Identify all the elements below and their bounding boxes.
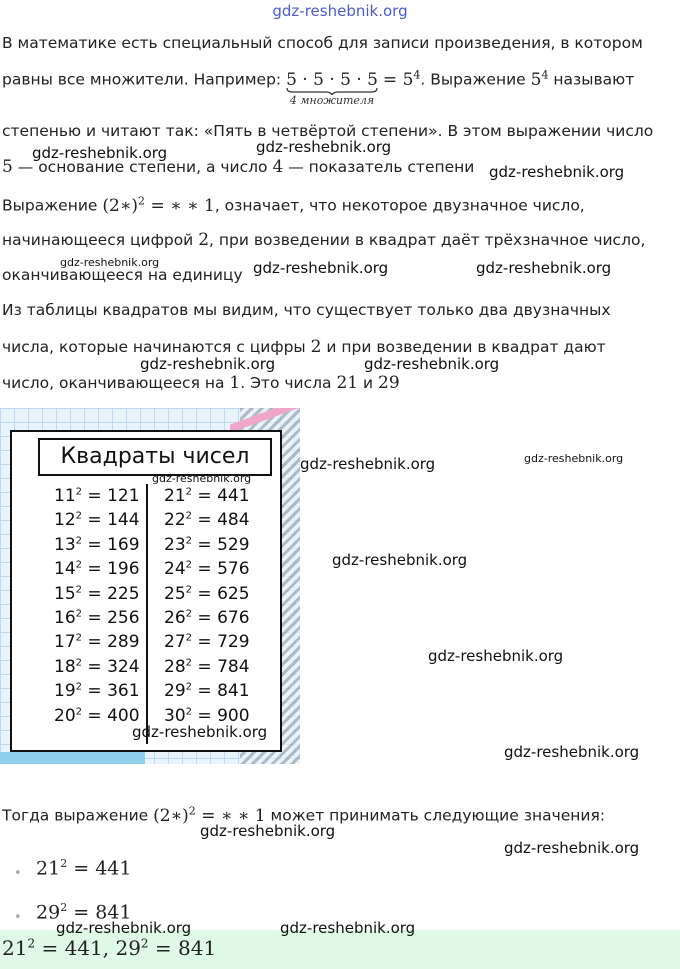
math-number: 4 [272, 157, 284, 177]
text-line [2, 230, 645, 250]
watermark: gdz-reshebnik.org [152, 472, 252, 485]
text-fragment: . Выражение [420, 70, 526, 89]
watermark: gdz-reshebnik.org [200, 822, 336, 840]
site-link[interactable]: gdz-reshebnik.org [272, 2, 408, 20]
text-fragment: , при возведении в квадрат даёт трёхзначное число, [209, 231, 646, 249]
watermark: gdz-reshebnik.org [489, 163, 625, 181]
watermark: gdz-reshebnik.org [428, 647, 564, 665]
brace-label: 4 множителя [289, 93, 375, 107]
square-row: $20^2 = 400$ [54, 705, 140, 726]
watermark: gdz-reshebnik.org [60, 256, 160, 269]
text-line: оканчивающееся на единицу [2, 266, 243, 284]
math-number: 5 [2, 157, 13, 177]
square-row: $14^2 = 196$ [54, 559, 140, 580]
math-number: 2 [310, 337, 322, 357]
math-product: 5 · 5 · 5 · 5 [286, 69, 378, 90]
table-title: Квадраты чисел [38, 438, 272, 476]
watermark: gdz-reshebnik.org [56, 919, 192, 937]
text-fragment: , означает, что некоторое двузначное число, [214, 196, 585, 215]
text-line [2, 337, 606, 357]
square-row: $15^2 = 225$ [54, 583, 140, 604]
text-line [2, 194, 585, 216]
text-line: степенью и читают так: «Пять в четвёртой степени». В этом выражении число [2, 122, 654, 140]
text-fragment: числа, которые начинаются с цифры [2, 338, 306, 356]
square-row: $21^2 = 441$ [164, 486, 250, 506]
text-fragment: . Это числа [240, 374, 332, 392]
square-row: $12^2 = 144$ [54, 510, 140, 531]
square-row: $27^2 = 729$ [164, 632, 250, 653]
watermark: gdz-reshebnik.org [140, 355, 276, 373]
square-row: $23^2 = 529$ [164, 534, 250, 555]
text-fragment: Тогда выражение [2, 806, 149, 825]
square-row: $19^2 = 361$ [54, 681, 140, 702]
text-line: В математике есть специальный способ для записи произведения, в котором [2, 34, 643, 52]
watermark: gdz-reshebnik.org [132, 723, 268, 741]
square-row: $17^2 = 289$ [54, 632, 140, 653]
square-row: $29^2 = 841$ [164, 681, 250, 702]
math-number: 21 [336, 373, 359, 393]
column-divider [146, 484, 148, 744]
watermark: gdz-reshebnik.org [256, 138, 392, 156]
square-row: $11^2 = 121$ [54, 486, 140, 506]
bullet-icon: • [14, 866, 22, 881]
text-fragment: называют [553, 70, 635, 89]
math-number: 2 [198, 230, 210, 250]
text-fragment: Выражение [2, 196, 98, 215]
square-row: $18^2 = 324$ [54, 656, 140, 677]
bullet-icon: • [14, 910, 22, 925]
math-number: 29 [378, 373, 400, 393]
math-expression: (2∗)$^2$ = ∗ ∗ 1 [153, 804, 266, 826]
decor-band [0, 752, 145, 764]
square-row: $28^2 = 784$ [164, 656, 250, 677]
squares-table-image [0, 408, 300, 764]
watermark: gdz-reshebnik.org [364, 355, 500, 373]
text-fragment: число, оканчивающееся на [2, 374, 225, 392]
text-fragment: может принимать следующие значения: [270, 806, 606, 825]
watermark: gdz-reshebnik.org [332, 551, 468, 569]
square-row: $24^2 = 576$ [164, 559, 250, 580]
square-row: $25^2 = 625$ [164, 583, 250, 604]
math-power: $5^4$ [530, 68, 549, 90]
text-fragment: и при возведении в квадрат дают [326, 338, 606, 356]
watermark: gdz-reshebnik.org [476, 259, 612, 277]
square-row: $30^2 = 900$ [164, 705, 250, 726]
text-line [2, 373, 400, 393]
text-fragment: — основание степени, а число [17, 158, 268, 176]
text-fragment: начинающееся цифрой [2, 231, 194, 249]
math-expression: (2∗)$^2$ = ∗ ∗ 1 [102, 194, 215, 216]
math-number: 1 [229, 373, 241, 393]
math-result: = $5^4$ [382, 68, 421, 90]
text-fragment: равны все множители. Например: [2, 70, 282, 89]
watermark: gdz-reshebnik.org [32, 144, 168, 162]
list-item: $21^2 = 441$ [36, 857, 132, 880]
text-fragment: — показатель степени [288, 158, 475, 176]
square-row: $13^2 = 169$ [54, 534, 140, 555]
watermark: gdz-reshebnik.org [300, 455, 436, 473]
answer-text: $21^2 = 441$, $29^2 = 841$ [2, 936, 217, 960]
text-line: Из таблицы квадратов мы видим, что существует только два двузначных [2, 301, 611, 319]
square-row: $22^2 = 484$ [164, 510, 250, 531]
square-row: $16^2 = 256$ [54, 608, 140, 628]
watermark: gdz-reshebnik.org [280, 919, 416, 937]
text-line [2, 68, 635, 107]
square-row: $26^2 = 676$ [164, 608, 250, 628]
list-item: $29^2 = 841$ [36, 901, 132, 924]
watermark: gdz-reshebnik.org [253, 259, 389, 277]
watermark: gdz-reshebnik.org [524, 452, 624, 465]
product-with-brace [286, 69, 378, 107]
watermark: gdz-reshebnik.org [504, 839, 640, 857]
watermark: gdz-reshebnik.org [504, 743, 640, 761]
text-fragment: и [363, 374, 374, 392]
